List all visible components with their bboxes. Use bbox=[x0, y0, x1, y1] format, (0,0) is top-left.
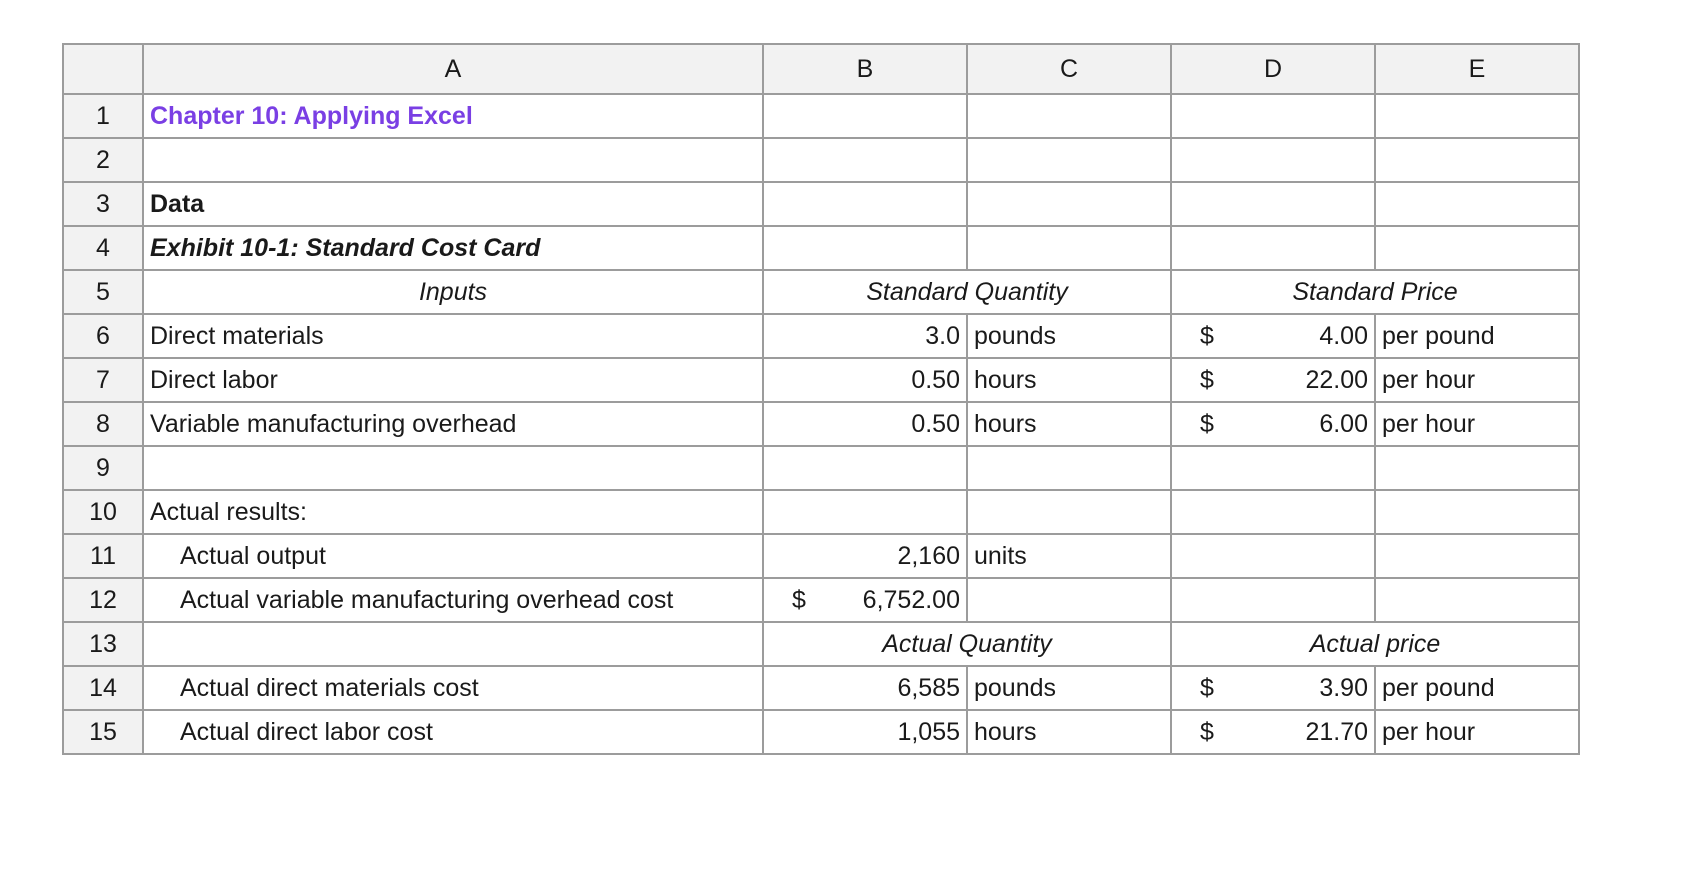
cell-c4[interactable] bbox=[967, 226, 1171, 270]
sheet-row bbox=[63, 94, 1579, 138]
row-header[interactable]: 4 bbox=[63, 226, 143, 270]
sheet-row bbox=[63, 182, 1579, 226]
cell-d6[interactable] bbox=[1171, 314, 1375, 358]
column-header-c[interactable]: C bbox=[967, 44, 1171, 94]
cell-c7[interactable]: hours bbox=[967, 358, 1171, 402]
cell-d12[interactable] bbox=[1171, 578, 1375, 622]
cell-e6[interactable]: per pound bbox=[1375, 314, 1579, 358]
cell-b4[interactable] bbox=[763, 226, 967, 270]
cell-b10[interactable] bbox=[763, 490, 967, 534]
cell-c15[interactable]: hours bbox=[967, 710, 1171, 754]
cell-c3[interactable] bbox=[967, 182, 1171, 226]
column-header-b[interactable]: B bbox=[763, 44, 967, 94]
sheet-row bbox=[63, 666, 1579, 710]
column-header-row bbox=[63, 44, 1579, 94]
cell-e3[interactable] bbox=[1375, 182, 1579, 226]
cell-e12[interactable] bbox=[1375, 578, 1579, 622]
sheet-row bbox=[63, 314, 1579, 358]
cell-d9[interactable] bbox=[1171, 446, 1375, 490]
cell-e4[interactable] bbox=[1375, 226, 1579, 270]
cell-e10[interactable] bbox=[1375, 490, 1579, 534]
cell-a6[interactable]: Direct materials bbox=[143, 314, 763, 358]
cell-c14[interactable]: pounds bbox=[967, 666, 1171, 710]
row-header[interactable]: 5 bbox=[63, 270, 143, 314]
sheet-row bbox=[63, 270, 1579, 314]
sheet-row bbox=[63, 226, 1579, 270]
cell-e2[interactable] bbox=[1375, 138, 1579, 182]
currency-symbol: $ bbox=[1200, 717, 1214, 746]
cell-c12[interactable] bbox=[967, 578, 1171, 622]
cell-d3[interactable] bbox=[1171, 182, 1375, 226]
row-header[interactable]: 7 bbox=[63, 358, 143, 402]
spreadsheet-grid bbox=[62, 43, 1580, 755]
cell-a4[interactable]: Exhibit 10-1: Standard Cost Card bbox=[143, 226, 763, 270]
cell-b14[interactable]: 6,585 bbox=[763, 666, 967, 710]
cell-b1[interactable] bbox=[763, 94, 967, 138]
currency-symbol: $ bbox=[1200, 673, 1214, 702]
cell-c10[interactable] bbox=[967, 490, 1171, 534]
cell-c2[interactable] bbox=[967, 138, 1171, 182]
cell-d7[interactable] bbox=[1171, 358, 1375, 402]
cell-a8[interactable]: Variable manufacturing overhead bbox=[143, 402, 763, 446]
sheet-row bbox=[63, 402, 1579, 446]
cell-b11[interactable]: 2,160 bbox=[763, 534, 967, 578]
column-header-e[interactable]: E bbox=[1375, 44, 1579, 94]
currency-symbol: $ bbox=[1200, 409, 1214, 438]
amount-value: 4.00 bbox=[1319, 321, 1368, 350]
cell-d10[interactable] bbox=[1171, 490, 1375, 534]
cell-e9[interactable] bbox=[1375, 446, 1579, 490]
cell-b8[interactable]: 0.50 bbox=[763, 402, 967, 446]
cell-c9[interactable] bbox=[967, 446, 1171, 490]
amount-value: 3.90 bbox=[1319, 673, 1368, 702]
cell-b15[interactable]: 1,055 bbox=[763, 710, 967, 754]
column-header-d[interactable]: D bbox=[1171, 44, 1375, 94]
cell-c11[interactable]: units bbox=[967, 534, 1171, 578]
cell-b12[interactable] bbox=[763, 578, 967, 622]
cell-a12[interactable]: Actual variable manufacturing overhead cost bbox=[143, 578, 763, 622]
sheet-row bbox=[63, 578, 1579, 622]
sheet-row bbox=[63, 358, 1579, 402]
row-header[interactable]: 2 bbox=[63, 138, 143, 182]
row-header[interactable]: 6 bbox=[63, 314, 143, 358]
cell-a9[interactable] bbox=[143, 446, 763, 490]
cell-c6[interactable]: pounds bbox=[967, 314, 1171, 358]
sheet-row bbox=[63, 446, 1579, 490]
cell-a3[interactable]: Data bbox=[143, 182, 763, 226]
cell-a15[interactable]: Actual direct labor cost bbox=[143, 710, 763, 754]
cell-e14[interactable]: per pound bbox=[1375, 666, 1579, 710]
sheet-row bbox=[63, 490, 1579, 534]
row-header[interactable]: 8 bbox=[63, 402, 143, 446]
row-header[interactable]: 9 bbox=[63, 446, 143, 490]
cell-b2[interactable] bbox=[763, 138, 967, 182]
row-header[interactable]: 11 bbox=[63, 534, 143, 578]
row-header[interactable]: 3 bbox=[63, 182, 143, 226]
cell-e15[interactable]: per hour bbox=[1375, 710, 1579, 754]
row-header[interactable]: 15 bbox=[63, 710, 143, 754]
amount-value: 6.00 bbox=[1319, 409, 1368, 438]
cell-d2[interactable] bbox=[1171, 138, 1375, 182]
row-header[interactable]: 10 bbox=[63, 490, 143, 534]
cell-a7[interactable]: Direct labor bbox=[143, 358, 763, 402]
cell-d8[interactable] bbox=[1171, 402, 1375, 446]
cell-a13[interactable] bbox=[143, 622, 763, 666]
sheet-row bbox=[63, 710, 1579, 754]
cell-a5[interactable]: Inputs bbox=[143, 270, 763, 314]
currency-symbol: $ bbox=[1200, 321, 1214, 350]
cell-a10[interactable]: Actual results: bbox=[143, 490, 763, 534]
cell-b13-c13[interactable]: Actual Quantity bbox=[763, 622, 1171, 666]
cell-d14[interactable] bbox=[1171, 666, 1375, 710]
cell-d5-e5[interactable]: Standard Price bbox=[1171, 270, 1579, 314]
sheet-row bbox=[63, 534, 1579, 578]
cell-b7[interactable]: 0.50 bbox=[763, 358, 967, 402]
cell-d4[interactable] bbox=[1171, 226, 1375, 270]
amount-value: 22.00 bbox=[1305, 365, 1368, 394]
cell-c8[interactable]: hours bbox=[967, 402, 1171, 446]
amount-value: 21.70 bbox=[1305, 717, 1368, 746]
cell-b3[interactable] bbox=[763, 182, 967, 226]
select-all-corner[interactable] bbox=[63, 44, 143, 94]
cell-c1[interactable] bbox=[967, 94, 1171, 138]
currency-symbol: $ bbox=[1200, 365, 1214, 394]
sheet-row bbox=[63, 138, 1579, 182]
currency-symbol: $ bbox=[792, 585, 806, 614]
cell-a11[interactable]: Actual output bbox=[143, 534, 763, 578]
cell-e7[interactable]: per hour bbox=[1375, 358, 1579, 402]
cell-d11[interactable] bbox=[1171, 534, 1375, 578]
cell-d15[interactable] bbox=[1171, 710, 1375, 754]
amount-value: 6,752.00 bbox=[862, 585, 960, 614]
row-header[interactable]: 14 bbox=[63, 666, 143, 710]
cell-b9[interactable] bbox=[763, 446, 967, 490]
sheet-row bbox=[63, 622, 1579, 666]
row-header[interactable]: 1 bbox=[63, 94, 143, 138]
column-header-a[interactable]: A bbox=[143, 44, 763, 94]
cell-e8[interactable]: per hour bbox=[1375, 402, 1579, 446]
cell-e11[interactable] bbox=[1375, 534, 1579, 578]
cell-b5-c5[interactable]: Standard Quantity bbox=[763, 270, 1171, 314]
cell-b6[interactable]: 3.0 bbox=[763, 314, 967, 358]
row-header[interactable]: 13 bbox=[63, 622, 143, 666]
cell-a1[interactable]: Chapter 10: Applying Excel bbox=[143, 94, 763, 138]
cell-d13-e13[interactable]: Actual price bbox=[1171, 622, 1579, 666]
row-header[interactable]: 12 bbox=[63, 578, 143, 622]
cell-e1[interactable] bbox=[1375, 94, 1579, 138]
cell-a2[interactable] bbox=[143, 138, 763, 182]
cell-a14[interactable]: Actual direct materials cost bbox=[143, 666, 763, 710]
cell-d1[interactable] bbox=[1171, 94, 1375, 138]
